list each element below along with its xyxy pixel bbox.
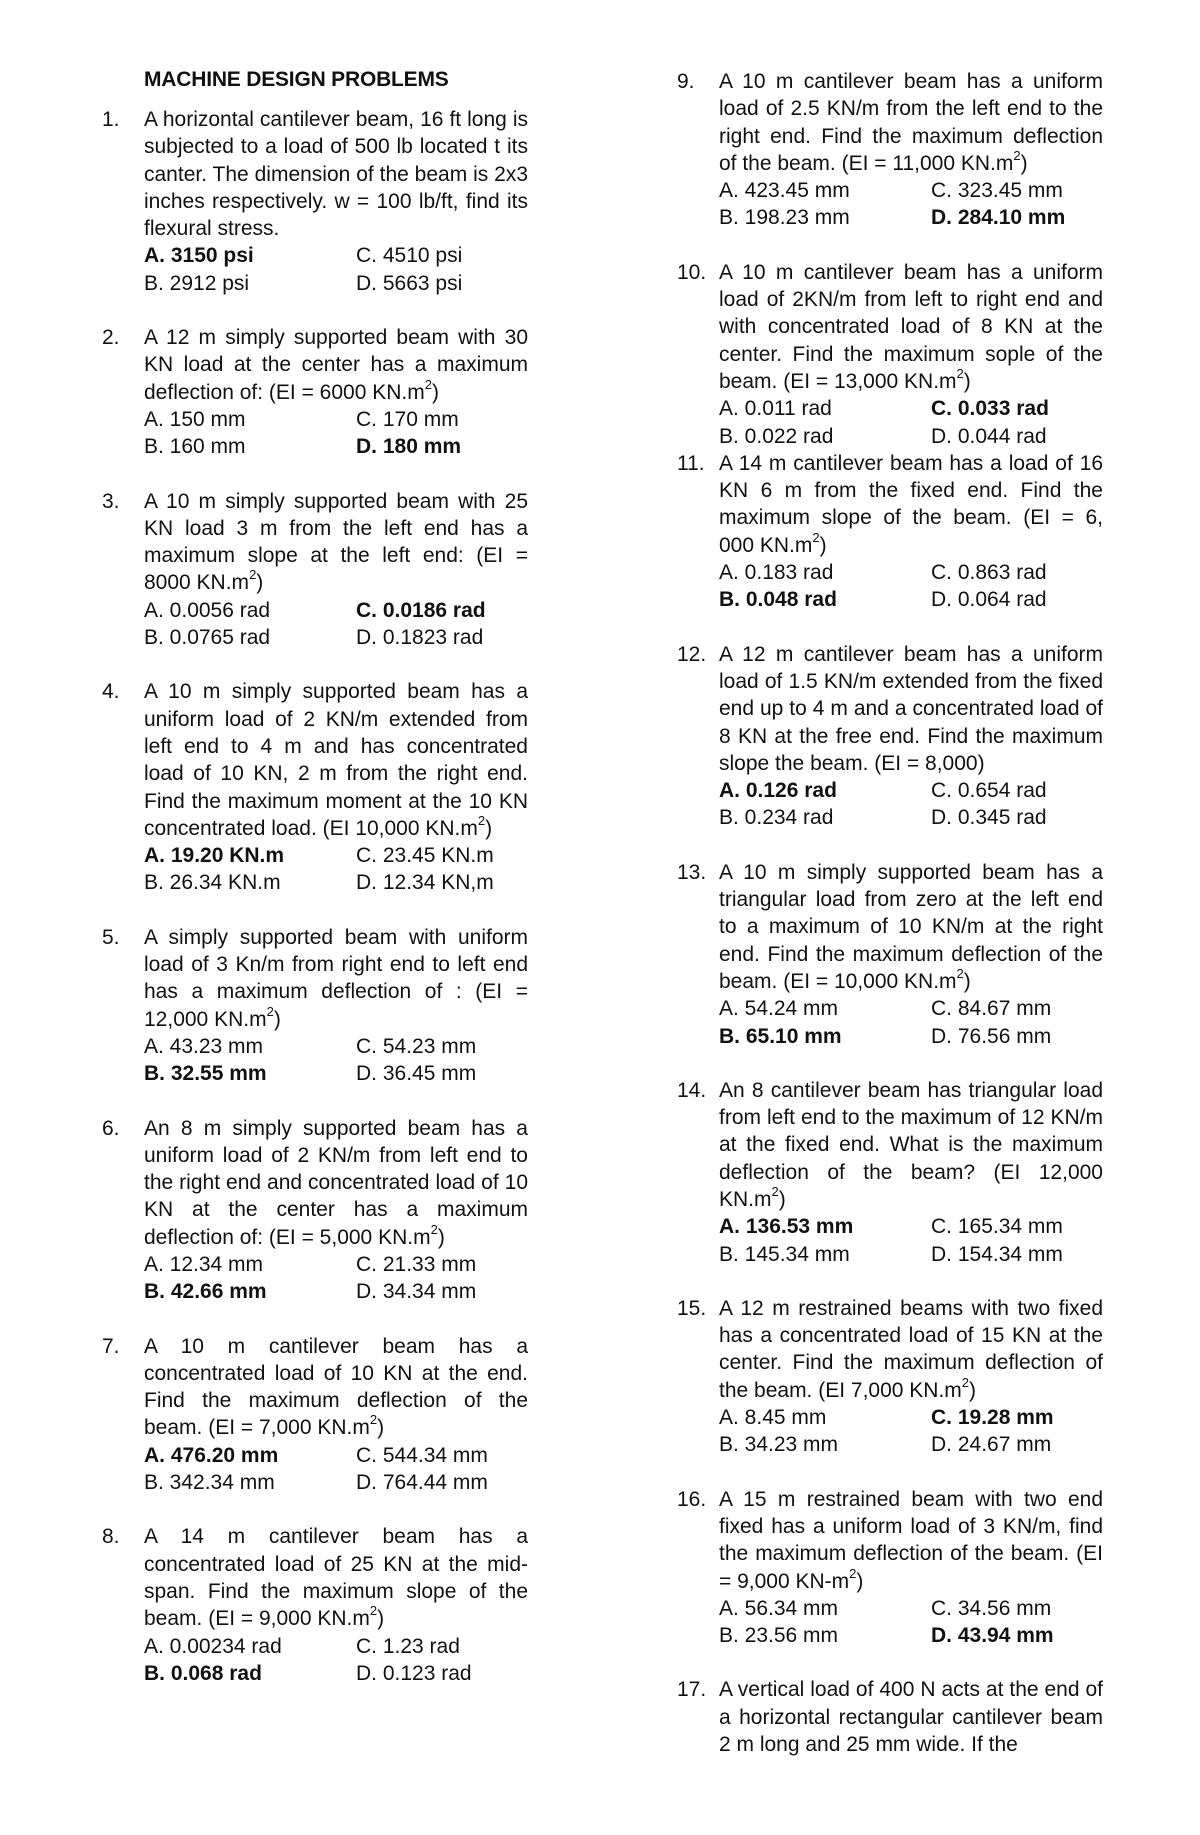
problem-number: 2.: [102, 326, 120, 350]
option-a: A. 0.183 rad: [719, 561, 834, 585]
problem-number: 14.: [677, 1078, 707, 1102]
problem-number: 12.: [677, 642, 707, 666]
option-a: A. 54.24 mm: [719, 997, 839, 1021]
option-a: A. 0.00234 rad: [144, 1634, 282, 1658]
answer-options: [719, 1404, 1103, 1459]
problem-number: 4.: [102, 680, 120, 704]
answer-options: [144, 1251, 528, 1306]
problem-question: A 14 m cantilever beam has a load of 16 KN 6 m from the fixed end. Find the maximum slope of the beam. (EI = 6, 000 $KN.m^2$): [719, 451, 1103, 557]
option-b: B. 26.34 KN.m: [144, 871, 281, 895]
answer-options: [719, 177, 1103, 232]
option-d: D. 180 mm: [356, 435, 462, 459]
problem-question: A horizontal cantilever beam, 16 ft long is subjected to a load of 500 lb located t its canter. The dimension of the beam is 2x3 inches respectively. w = 100 lb/ft, find its flexural stress.: [144, 108, 528, 241]
option-c: C. 54.23 mm: [356, 1034, 477, 1058]
problem-item: [673, 1676, 1103, 1758]
answer-options: [719, 1595, 1103, 1650]
problem-item: [673, 68, 1103, 232]
option-a: A. 3150 psi: [144, 244, 254, 268]
problem-item: [673, 1295, 1103, 1459]
option-a: A. 150 mm: [144, 407, 246, 431]
option-b: B. 0.068 rad: [144, 1661, 262, 1685]
problem-item: [673, 641, 1103, 832]
problem-item: [98, 324, 528, 460]
option-b: B. 23.56 mm: [719, 1624, 839, 1648]
option-d: D. 0.044 rad: [931, 424, 1047, 448]
option-c: C. 323.45 mm: [931, 179, 1063, 203]
problem-item: [98, 1115, 528, 1306]
option-a: A. 0.0056 rad: [144, 598, 271, 622]
option-c: C. 544.34 mm: [356, 1443, 488, 1467]
problem-question: A 14 m cantilever beam has a concentrated load of 25 KN at the mid-span. Find the maximum slope of the beam. (EI = 9,000 $KN.m^2$): [144, 1525, 528, 1631]
problem-question: A 12 m cantilever beam has a uniform load of 1.5 KN/m extended from the fixed end up to 4 m and a concentrated load of 8 KN at the free end. Find the maximum slope the beam. (EI = 8,000): [719, 642, 1103, 775]
option-d: D. 0.064 rad: [931, 588, 1047, 612]
option-b: B. 145.34 mm: [719, 1242, 850, 1266]
problem-question: A vertical load of 400 N acts at the end of a horizontal rectangular cantilever beam 2 m long and 25 mm wide. If the: [719, 1678, 1103, 1757]
problem-question: An 8 m simply supported beam has a uniform load of 2 KN/m from left end to the right end and concentrated load of 10 KN at the center has a maximum deflection of: (EI = 5,000 $KN.m^2$): [144, 1116, 528, 1249]
problem-item: [673, 1486, 1103, 1650]
option-a: A. 136.53 mm: [719, 1215, 854, 1239]
answer-options: [144, 842, 528, 897]
answer-options: [144, 242, 528, 297]
option-a: A. 43.23 mm: [144, 1034, 264, 1058]
option-c: C. 21.33 mm: [356, 1252, 477, 1276]
problem-question: A simply supported beam with uniform load of 3 Kn/m from right end to left end has a maximum deflection of : (EI = 12,000 $KN.m^2$): [144, 925, 528, 1031]
problem-number: 3.: [102, 489, 120, 513]
problem-question: A 10 m cantilever beam has a uniform load of 2.5 KN/m from the left end to the right end. Find the maximum deflection of the beam. (EI = 11,000 $KN.m^2$): [719, 70, 1103, 175]
option-b: B. 160 mm: [144, 435, 246, 459]
problem-number: 17.: [677, 1678, 707, 1702]
problem-question: A 10 m cantilever beam has a uniform load of 2KN/m from left to right end and with concentrated load of 8 KN at the center. Find the maximum sople of the beam. (EI = 13,000 $KN.m^2$): [719, 260, 1103, 393]
problem-item: [98, 678, 528, 896]
problem-item: [673, 259, 1103, 450]
option-c: C. 19.28 mm: [931, 1406, 1054, 1430]
option-d: D. 764.44 mm: [356, 1471, 488, 1495]
option-c: C. 0.654 rad: [931, 779, 1047, 803]
option-b: B. 198.23 mm: [719, 206, 850, 230]
option-d: D. 284.10 mm: [931, 206, 1066, 230]
problem-number: 11.: [677, 451, 705, 475]
problem-number: 15.: [677, 1296, 707, 1320]
answer-options: [144, 1633, 528, 1688]
problem-number: 7.: [102, 1334, 120, 1358]
problem-item: [98, 1333, 528, 1497]
problem-number: 5.: [102, 925, 120, 949]
option-a: A. 423.45 mm: [719, 179, 850, 203]
option-b: B. 342.34 mm: [144, 1471, 275, 1495]
option-a: A. 0.011 rad: [719, 397, 832, 421]
answer-options: [144, 406, 528, 461]
problem-number: 13.: [677, 860, 707, 884]
left-column: [98, 68, 528, 1714]
answer-options: [719, 395, 1103, 450]
problem-question: A 12 m restrained beams with two fixed has a concentrated load of 15 KN at the center. Find the maximum deflection of the beam. (EI 7,000 $KN.m^2$): [719, 1296, 1103, 1402]
option-d: D. 154.34 mm: [931, 1242, 1063, 1266]
option-b: B. 32.55 mm: [144, 1062, 267, 1086]
problem-number: 9.: [677, 70, 695, 93]
option-c: C. 0.0186 rad: [356, 598, 486, 622]
option-d: D. 0.1823 rad: [356, 626, 484, 650]
option-c: C. 0.863 rad: [931, 561, 1047, 585]
option-a: A. 0.126 rad: [719, 779, 837, 803]
option-d: D. 0.345 rad: [931, 806, 1047, 830]
answer-options: [719, 1213, 1103, 1268]
option-c: C. 84.67 mm: [931, 997, 1052, 1021]
problem-question: A 10 m cantilever beam has a concentrated load of 10 KN at the end. Find the maximum deflection of the beam. (EI = 7,000 $KN.m^2$): [144, 1334, 528, 1440]
option-b: B. 2912 psi: [144, 271, 250, 295]
option-c: C. 23.45 KN.m: [356, 844, 494, 868]
option-c: C. 34.56 mm: [931, 1596, 1052, 1620]
problem-item: [673, 1077, 1103, 1268]
option-b: B. 42.66 mm: [144, 1280, 267, 1304]
answer-options: [719, 559, 1103, 614]
problem-item: [98, 924, 528, 1088]
problem-item: [673, 859, 1103, 1050]
problem-question: A 10 m simply supported beam has a uniform load of 2 KN/m extended from left end to 4 m and has concentrated load of 10 KN, 2 m from the right end. Find the maximum moment at the 10 KN concentrated load. (EI 10,000 $KN.m^2$): [144, 680, 528, 840]
answer-options: [719, 777, 1103, 832]
option-c: C. 0.033 rad: [931, 397, 1049, 421]
problem-item: [673, 450, 1103, 614]
answer-options: [144, 597, 528, 652]
problem-question: A 10 m simply supported beam has a triangular load from zero at the left end to a maximum of 10 KN/m at the right end. Find the maximum deflection of the beam. (EI = 10,000 $KN.m^2$): [719, 860, 1103, 993]
problem-item: [98, 1523, 528, 1687]
option-c: C. 165.34 mm: [931, 1215, 1063, 1239]
right-column: [673, 68, 1103, 1758]
option-b: B. 0.0765 rad: [144, 626, 271, 650]
problem-number: 1.: [102, 108, 120, 131]
answer-options: [719, 995, 1103, 1050]
option-c: C. 4510 psi: [356, 244, 463, 268]
answer-options: [144, 1442, 528, 1497]
option-d: D. 0.123 rad: [356, 1661, 472, 1685]
option-a: A. 8.45 mm: [719, 1406, 827, 1430]
option-d: D. 5663 psi: [356, 271, 463, 295]
option-c: C. 1.23 rad: [356, 1634, 460, 1658]
option-a: A. 56.34 mm: [719, 1596, 839, 1620]
option-a: A. 19.20 KN.m: [144, 844, 285, 868]
answer-options: [144, 1033, 528, 1088]
page-title: MACHINE DESIGN PROBLEMS: [144, 68, 449, 91]
option-b: B. 0.048 rad: [719, 588, 837, 612]
option-a: A. 12.34 mm: [144, 1252, 264, 1276]
problem-number: 8.: [102, 1525, 120, 1549]
option-d: D. 12.34 KN,m: [356, 871, 494, 895]
problem-item: [98, 106, 528, 297]
option-c: C. 170 mm: [356, 407, 459, 431]
option-b: B. 0.234 rad: [719, 806, 834, 830]
option-d: D. 43.94 mm: [931, 1624, 1054, 1648]
problem-item: [98, 488, 528, 652]
option-d: D. 36.45 mm: [356, 1062, 477, 1086]
problem-number: 6.: [102, 1116, 120, 1140]
problem-number: 10.: [677, 260, 707, 284]
problem-question: A 15 m restrained beam with two end fixed has a uniform load of 3 KN/m, find the maximum deflection of the beam. (EI = 9,000 $KN-m^2$): [719, 1487, 1103, 1593]
option-b: B. 34.23 mm: [719, 1433, 839, 1457]
option-a: A. 476.20 mm: [144, 1443, 279, 1467]
option-d: D. 76.56 mm: [931, 1024, 1052, 1048]
option-d: D. 24.67 mm: [931, 1433, 1052, 1457]
option-b: B. 65.10 mm: [719, 1024, 842, 1048]
option-b: B. 0.022 rad: [719, 424, 834, 448]
problem-question: A 12 m simply supported beam with 30 KN load at the center has a maximum deflection of: (EI = 6000 $KN.m^2$): [144, 326, 528, 404]
problem-number: 16.: [677, 1487, 707, 1511]
option-d: D. 34.34 mm: [356, 1280, 477, 1304]
problem-question: A 10 m simply supported beam with 25 KN load 3 m from the left end has a maximum slope at the left end: (EI = 8000 $KN.m^2$): [144, 489, 528, 595]
problem-question: An 8 cantilever beam has triangular load from left end to the maximum of 12 KN/m at the fixed end. What is the maximum deflection of the beam? (EI 12,000 $KN.m^2$): [719, 1078, 1103, 1211]
